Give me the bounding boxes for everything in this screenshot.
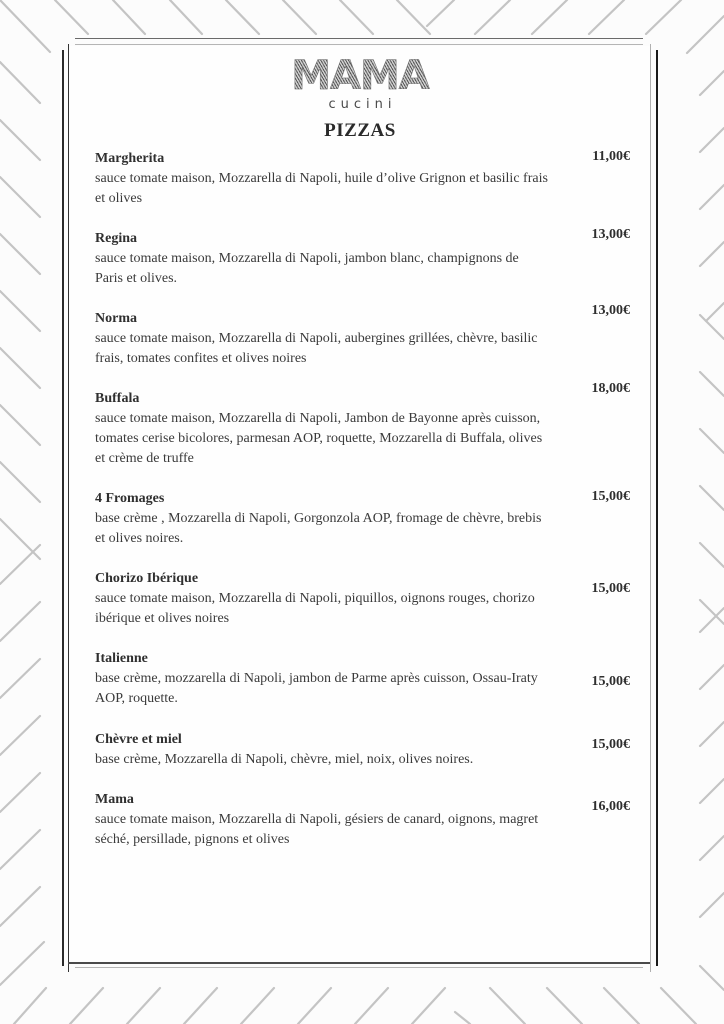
frame-border-top (75, 38, 643, 39)
item-description: sauce tomate maison, Mozzarella di Napoli, gésiers de canard, oignons, magret séché, persillade, pignons et olives (95, 812, 539, 847)
item-price: 15,00€ (591, 489, 630, 504)
item-description: base crème , Mozzarella di Napoli, Gorgonzola AOP, fromage de chèvre, brebis et olives noires. (95, 511, 542, 546)
item-price: 15,00€ (591, 737, 630, 752)
item-name: 4 Fromages (95, 491, 165, 506)
item-name: Margherita (95, 151, 165, 166)
frame-border-right-inner (650, 44, 651, 972)
item-name: Norma (95, 311, 137, 326)
frame-border-bottom-inner (75, 967, 643, 968)
menu-item-mama (95, 790, 630, 850)
logo-subtitle: cucini (328, 97, 397, 112)
menu-page (70, 46, 650, 962)
restaurant-logo (70, 53, 650, 112)
section-title: PIZZAS (324, 120, 396, 141)
item-price: 13,00€ (591, 303, 630, 318)
item-price: 11,00€ (592, 149, 630, 164)
item-name: Chorizo Ibérique (95, 571, 199, 586)
item-description: base crème, Mozzarella di Napoli, chèvre, miel, noix, olives noires. (95, 752, 474, 767)
menu-item-chorizo-iberique (95, 569, 630, 629)
frame-border-left-outer (62, 50, 64, 966)
menu-item-margherita (95, 149, 630, 209)
frame-border-bottom (68, 962, 650, 964)
item-description: sauce tomate maison, Mozzarella di Napoli, piquillos, oignons rouges, chorizo ibérique et olives noires (95, 591, 535, 626)
item-description: sauce tomate maison, Mozzarella di Napoli, Jambon de Bayonne après cuisson, tomates cerise bicolores, parmesan AOP, roquette, Mozzarella di Buffala, olives et crème de truffe (95, 411, 543, 466)
item-name: Buffala (95, 391, 140, 406)
item-description: sauce tomate maison, Mozzarella di Napoli, jambon blanc, champignons de Paris et olives. (95, 251, 519, 286)
item-price: 18,00€ (591, 381, 630, 396)
menu-item-chevre-et-miel (95, 730, 630, 770)
item-name: Italienne (95, 651, 148, 666)
item-description: base crème, mozzarella di Napoli, jambon de Parme après cuisson, Ossau-Iraty AOP, roquette. (95, 671, 538, 706)
item-name: Chèvre et miel (95, 732, 182, 747)
menu-item-buffala (95, 381, 630, 469)
item-price: 15,00€ (591, 674, 630, 689)
item-price: 16,00€ (591, 799, 630, 814)
item-price: 13,00€ (591, 227, 630, 242)
menu-item-norma (95, 303, 630, 369)
item-name: Mama (95, 792, 134, 807)
item-name: Regina (95, 231, 137, 246)
menu-item-4-fromages (95, 489, 630, 549)
item-description: sauce tomate maison, Mozzarella di Napoli, huile d’olive Grignon et basilic frais et olives (95, 171, 548, 206)
frame-border-top-inner (75, 44, 643, 45)
frame-border-left-inner (68, 44, 69, 972)
item-description: sauce tomate maison, Mozzarella di Napoli, aubergines grillées, chèvre, basilic frais, tomates confites et olives noires (95, 331, 538, 366)
item-price: 15,00€ (591, 581, 630, 596)
menu-item-regina (95, 229, 630, 289)
frame-border-right-outer (656, 50, 658, 966)
menu-item-italienne (95, 649, 630, 709)
logo-wordmark: MAMA (291, 53, 429, 99)
